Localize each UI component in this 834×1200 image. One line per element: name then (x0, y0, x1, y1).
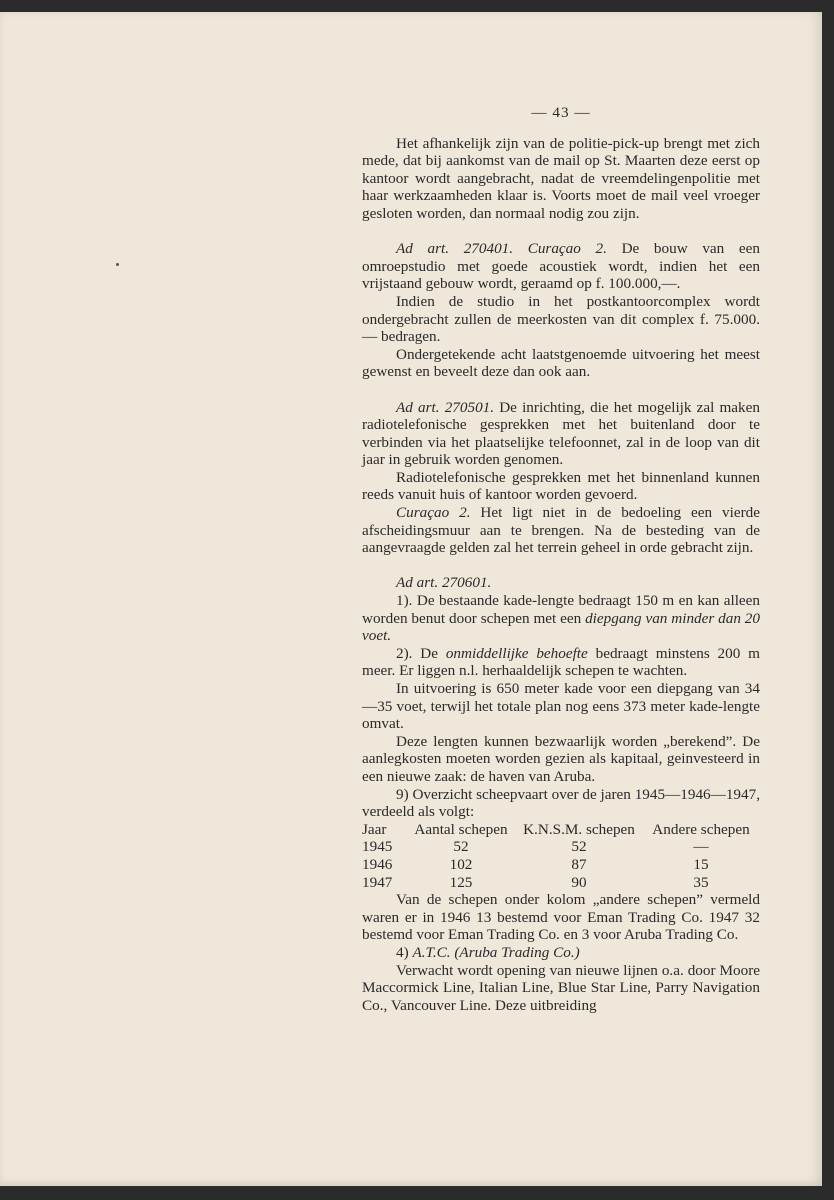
paragraph-art-270401: Ad art. 270401. Curaçao 2. De bouw van een omroepstudio met goede acoustiek wordt, indien het een vrijstaand gebouw wordt, geraamd op f. 100.000,—. (362, 240, 760, 293)
paragraph-pick-up: Het afhankelijk zijn van de politie-pick-up brengt met zich mede, dat bij aankomst van de mail op St. Maarten deze eerst op kantoor wordt aangebracht, nadat de vreemdelingenpolitie met haar werkzaamheden klaar is. Voorts moet de mail veel vroeger gesloten worden, dan normaal nodig zou zijn. (362, 134, 760, 222)
table-row: 1946 102 87 15 (362, 855, 709, 873)
paragraph-overzicht: 9) Overzicht scheepvaart over de jaren 1945—1946—1947, verdeeld als volgt: (362, 785, 760, 821)
paragraph-curacao-2: Curaçao 2. Het ligt niet in de bedoeling een vierde afscheidingsmuur aan te brengen. Na de besteding van de aangevraagde gelden zal het terrein geheel in orde gebracht zijn. (362, 504, 760, 557)
page-text (362, 104, 760, 1014)
table-header: Aantal schepen (414, 820, 508, 838)
ink-speck (116, 263, 119, 266)
paragraph-radiotelefonie: Radiotelefonische gesprekken met het binnenland kunnen reeds vanuit huis of kantoor worden gevoerd. (362, 468, 760, 504)
table-header: K.N.S.M. schepen (523, 820, 635, 838)
paragraph-uitvoering: In uitvoering is 650 meter kade voor een diepgang van 34—35 voet, terwijl het totale plan nog eens 373 meter kade-lengte omvat. (362, 680, 760, 733)
paragraph-recommendation: Ondergetekende acht laatstgenoemde uitvoering het meest gewenst en beveelt deze dan ook aan. (362, 345, 760, 381)
article-heading-270601: Ad art. 270601. (396, 574, 492, 592)
article-ref: Ad art. 270401. Curaçao 2. (396, 240, 607, 258)
document-page (0, 12, 822, 1186)
article-ref: Ad art. 270501. (396, 398, 495, 416)
paragraph-studio: Indien de studio in het postkantoorcomplex wordt ondergebracht zullen de meerkosten van dit complex f. 75.000.— bedragen. (362, 292, 760, 346)
paragraph-art-270501: Ad art. 270501. De inrichting, die het mogelijk zal maken radiotelefonische gesprekken met het buitenland door te verbinden via het plaatselijke telefoonnet, zal in de loop van dit jaar in gebruik worden genomen. (362, 398, 760, 469)
paragraph-andere-schepen: Van de schepen onder kolom „andere schepen” vermeld waren er in 1946 13 bestemd voor Eman Trading Co. 1947 32 bestemd voor Eman Trading Co. en 3 voor Aruba Trading Co. (362, 891, 760, 944)
paragraph-lengten: Deze lengten kunnen bezwaarlijk worden „berekend”. De aanlegkosten moeten worden gezien als kapitaal, geinvesteerd in een nieuwe zaak: de haven van Aruba. (362, 732, 760, 785)
paragraph-atc-heading: 4) A.T.C. (Aruba Trading Co.) (396, 943, 580, 961)
page-number: — 43 — (531, 104, 591, 121)
paragraph-nieuwe-lijnen: Verwacht wordt opening van nieuwe lijnen o.a. door Moore Maccormick Line, Italian Line, Blue Star Line, Parry Navigation Co., Vancouver Line. Deze uitbreiding (362, 961, 760, 1014)
table-header: Andere schepen (652, 820, 750, 838)
paragraph-kade-lengte: 1). De bestaande kade-lengte bedraagt 150 m en kan alleen worden benut door schepen met een diepgang van minder dan 20 voet. (362, 592, 760, 645)
paragraph-behoefte: 2). De onmiddellijke behoefte bedraagt minstens 200 m meer. Er liggen n.l. herhaaldelijk schepen te wachten. (362, 644, 760, 680)
table-row: 1947 125 90 35 (362, 873, 709, 891)
table-row: 1945 52 52 — (362, 838, 709, 856)
table-header-row (362, 821, 760, 839)
table-header: Jaar (362, 820, 387, 838)
shipping-table (362, 821, 760, 891)
